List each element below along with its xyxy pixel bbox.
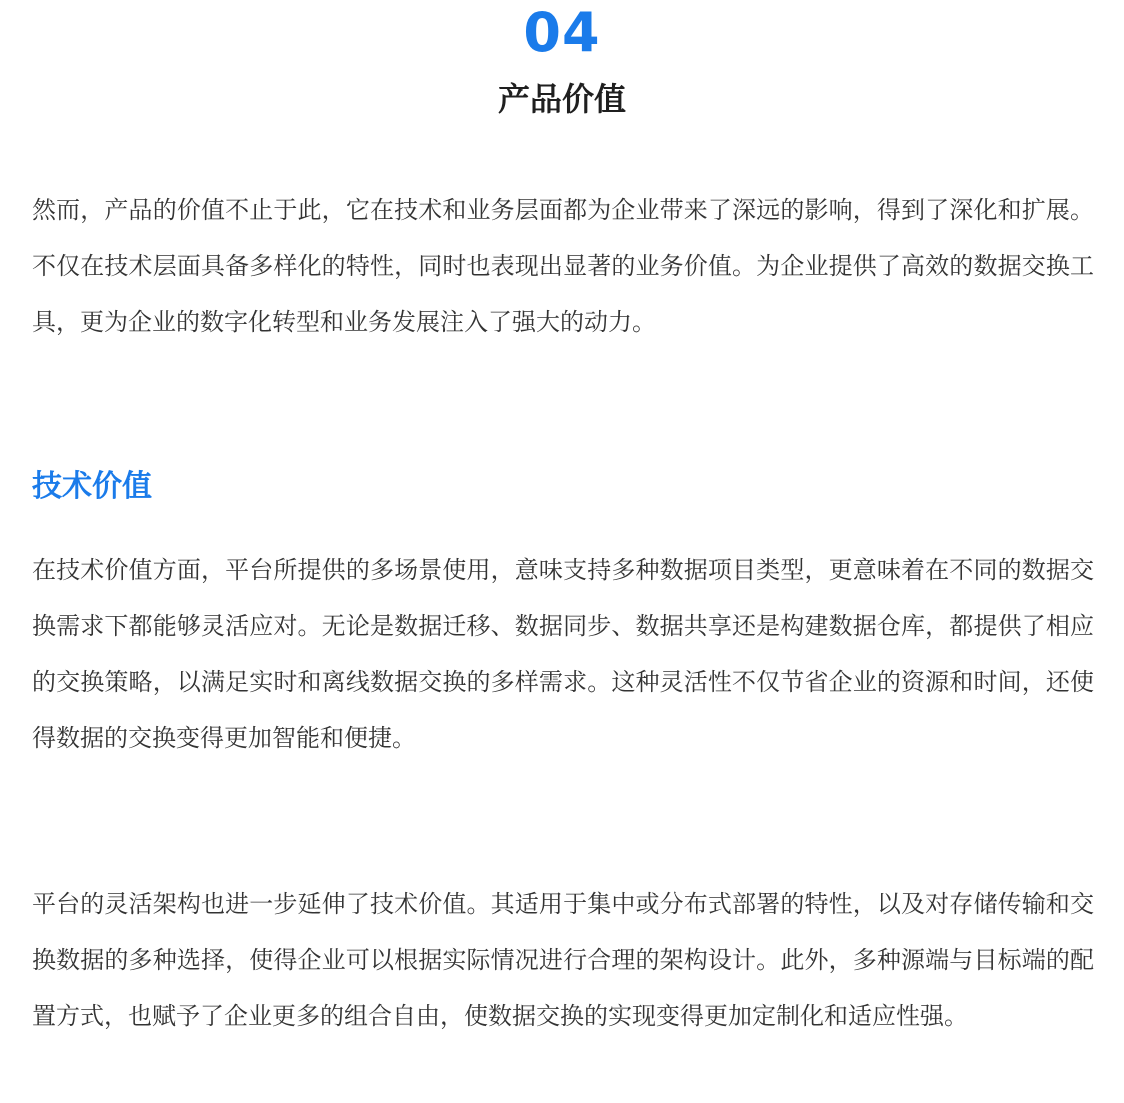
tech-value-paragraph-1: 在技术价值方面，平台所提供的多场景使用，意味支持多种数据项目类型，更意味着在不同的数据交换需求下都能够灵活应对。无论是数据迁移、数据同步、数据共享还是构建数据仓库，都提供了相应的交换策略，以满足实时和离线数据交换的多样需求。这种灵活性不仅节省企业的资源和时间，还使得数据的交换变得更加智能和便捷。 — [32, 556, 1094, 752]
tech-value-heading: 技术价值 — [32, 469, 152, 504]
tech-value-paragraph-2: 平台的灵活架构也进一步延伸了技术价值。其适用于集中或分布式部署的特性，以及对存储传输和交换数据的多种选择，使得企业可以根据实际情况进行合理的架构设计。此外，多种源端与目标端的配置方式，也赋予了企业更多的组合自由，使数据交换的实现变得更加定制化和适应性强。 — [32, 890, 1094, 1030]
section-number: 04 — [523, 1, 601, 64]
intro-paragraph: 然而，产品的价值不止于此，它在技术和业务层面都为企业带来了深远的影响，得到了深化和扩展。不仅在技术层面具备多样化的特性，同时也表现出显著的业务价值。为企业提供了高效的数据交换工具，更为企业的数字化转型和业务发展注入了强大的动力。 — [32, 196, 1094, 336]
section-title: 产品价值 — [497, 80, 626, 118]
